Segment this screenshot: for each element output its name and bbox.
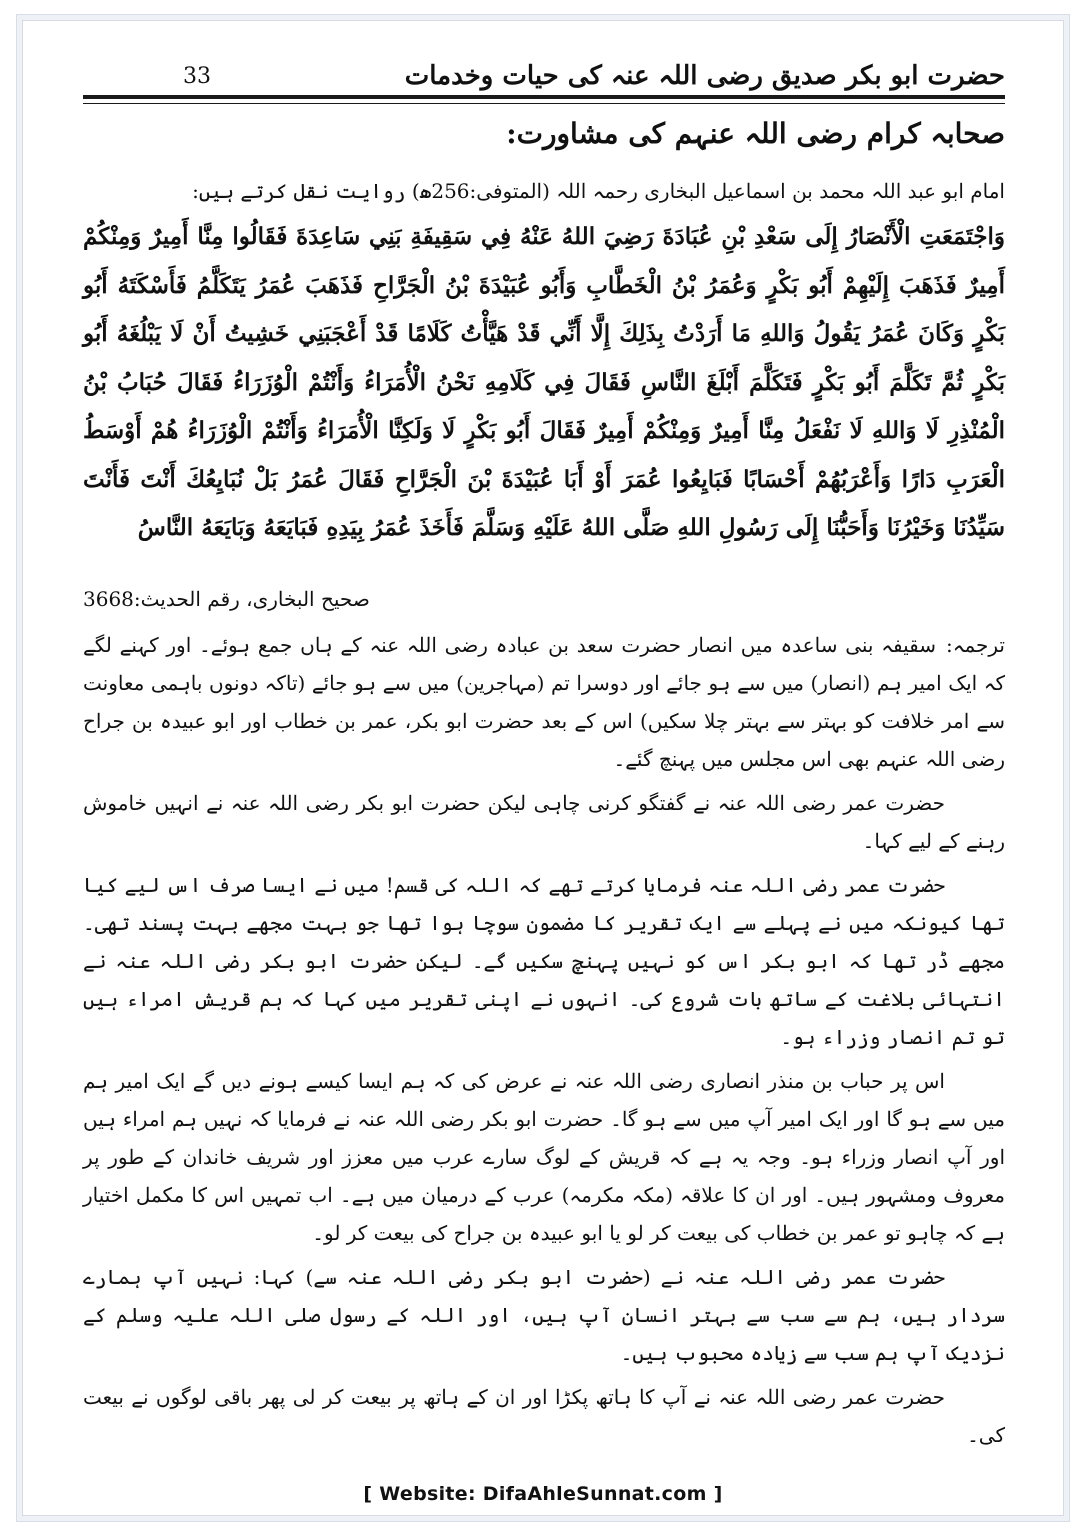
narration-intro: امام ابو عبد اللہ محمد بن اسماعیل البخاری رحمہ اللہ (المتوفی:256ھ) روایت نقل کرتے ہیں:: [192, 179, 1005, 203]
page-number: 33: [183, 64, 211, 89]
translation-section: [83, 626, 1005, 1460]
website-footer: [ Website: DifaAhleSunnat.com ]: [363, 1483, 723, 1505]
translation-paragraph-5: حضرت عمر رضی اللہ عنہ نے (حضرت ابو بکر رضی اللہ عنہ سے) کہا: نہیں آپ ہمارے سردار ہیں، ہم سے سب سے بہتر انسان آپ ہیں، اور اللہ کے رسول صلی اللہ علیہ وسلم کے نزدیک آپ ہم سب سے زیادہ محبوب ہیں۔: [83, 1265, 1005, 1365]
translation-paragraph-2: حضرت عمر رضی اللہ عنہ نے گفتگو کرنی چاہی لیکن حضرت ابو بکر رضی اللہ عنہ نے انہیں خاموش رہنے کے لیے کہا۔: [83, 791, 1005, 853]
section-heading: صحابہ کرام رضی اللہ عنہم کی مشاورت:: [506, 117, 1005, 150]
page-frame: [22, 20, 1064, 1516]
translation-paragraph-4: اس پر حباب بن منذر انصاری رضی اللہ عنہ نے عرض کی کہ ہم ایسا کیسے ہونے دیں گے ایک امیر ہم میں سے ہو گا اور ایک امیر آپ میں سے ہو گا۔ حضرت ابو بکر رضی اللہ عنہ نے فرمایا کہ نہیں ہم امراء ہیں اور آپ انصار وزراء ہو۔ وجہ یہ ہے کہ قریش کے لوگ سارے عرب میں معزز اور شریف خاندان کے طور پر معروف ومشہور ہیں۔ اور ان کا علاقہ (مکہ مکرمہ) عرب کے درمیان میں ہے۔ اب تمہیں اس کا مکمل اختیار ہے کہ چاہو تو عمر بن خطاب کی بیعت کر لو یا ابو عبیدہ بن جراح کی بیعت کر لو۔: [83, 1069, 1005, 1245]
hadith-reference: صحیح البخاری، رقم الحدیث:3668: [83, 587, 370, 611]
translation-paragraph-1: [83, 626, 1005, 778]
page-header: [83, 43, 1005, 99]
arabic-hadith-text: وَاجْتَمَعَتِ الْأَنْصَارُ إِلَى سَعْدِ بْنِ عُبَادَةَ رَضِيَ اللهُ عَنْهُ فِي سَقِيفَةِ بَنِي سَاعِدَةَ فَقَالُوا مِنَّا أَمِيرٌ وَمِنْكُمْ أَمِيرٌ فَذَهَبَ إِلَيْهِمْ أَبُو بَكْرٍ وَعُمَرُ بْنُ الْخَطَّابِ وَأَبُو عُبَيْدَةَ بْنُ الْجَرَّاحِ فَذَهَبَ عُمَرُ يَتَكَلَّمُ فَأَسْكَتَهُ أَبُو بَكْرٍ وَكَانَ عُمَرُ يَقُولُ وَاللهِ مَا أَرَدْتُ بِذَلِكَ إِلَّا أَنِّي قَدْ هَيَّأْتُ كَلَامًا قَدْ أَعْجَبَنِي خَشِيتُ أَنْ لَا يَبْلُغَهُ أَبُو بَكْرٍ ثُمَّ تَكَلَّمَ أَبُو بَكْرٍ فَتَكَلَّمَ أَبْلَغَ النَّاسِ فَقَالَ فِي كَلَامِهِ نَحْنُ الْأُمَرَاءُ وَأَنْتُمْ الْوُزَرَاءُ فَقَالَ حُبَابُ بْنُ الْمُنْذِرِ لَا وَاللهِ لَا نَفْعَلُ مِنَّا أَمِيرٌ وَمِنْكُمْ أَمِيرٌ فَقَالَ أَبُو بَكْرٍ لَا وَلَكِنَّا الْأُمَرَاءُ وَأَنْتُمْ الْوُزَرَاءُ هُمْ أَوْسَطُ الْعَرَبِ دَارًا وَأَعْرَبُهُمْ أَحْسَابًا فَبَايِعُوا عُمَرَ أَوْ أَبَا عُبَيْدَةَ بْنَ الْجَرَّاحِ فَقَالَ عُمَرُ بَلْ نُبَايِعُكَ أَنْتَ فَأَنْتَ سَيِّدُنَا وَخَيْرُنَا وَأَحَبُّنَا إِلَى رَسُولِ اللهِ صَلَّى اللهُ عَلَيْهِ وَسَلَّمَ فَأَخَذَ عُمَرُ بِيَدِهِ فَبَايَعَهُ وَبَايَعَهُ النَّاسُ: [83, 223, 1005, 541]
translation-paragraph-3: حضرت عمر رضی اللہ عنہ فرمایا کرتے تھے کہ اللہ کی قسم! میں نے ایسا صرف اس لیے کیا تھا کیونکہ میں نے پہلے سے ایک تقریر کا مضمون سوچا ہوا تھا جو بہت مجھے بہت پسند تھی۔ مجھے ڈر تھا کہ ابو بکر اس کو نہیں پہنچ سکیں گے۔ لیکن حضرت ابو بکر رضی اللہ عنہ نے انتہائی بلاغت کے ساتھ بات شروع کی۔ انہوں نے اپنی تقریر میں کہا کہ ہم قریش امراء ہیں تو تم انصار وزراء ہو۔: [83, 873, 1005, 1049]
translation-label: ترجمہ:: [946, 633, 1005, 657]
book-title: حضرت ابو بکر صدیق رضی اللہ عنہ کی حیات وخدمات: [404, 61, 1005, 91]
translation-text-1: سقیفہ بنی ساعدہ میں انصار حضرت سعد بن عبادہ رضی اللہ عنہ کے ہاں جمع ہوئے۔ اور کہنے لگے کہ ایک امیر ہم (انصار) میں سے ہو جائے اور دوسرا تم (مہاجرین) میں سے ہو جائے (تاکہ دونوں باہمی معاونت سے امر خلافت کو بہتر سے بہتر چلا سکیں) اس کے بعد حضرت ابو بکر، عمر بن خطاب اور ابو عبیدہ بن جراح رضی اللہ عنہم بھی اس مجلس میں پہنچ گئے۔: [83, 633, 1005, 771]
translation-paragraph-6: حضرت عمر رضی اللہ عنہ نے آپ کا ہاتھ پکڑا اور ان کے ہاتھ پر بیعت کر لی پھر باقی لوگوں نے بیعت کی۔: [83, 1385, 1005, 1447]
